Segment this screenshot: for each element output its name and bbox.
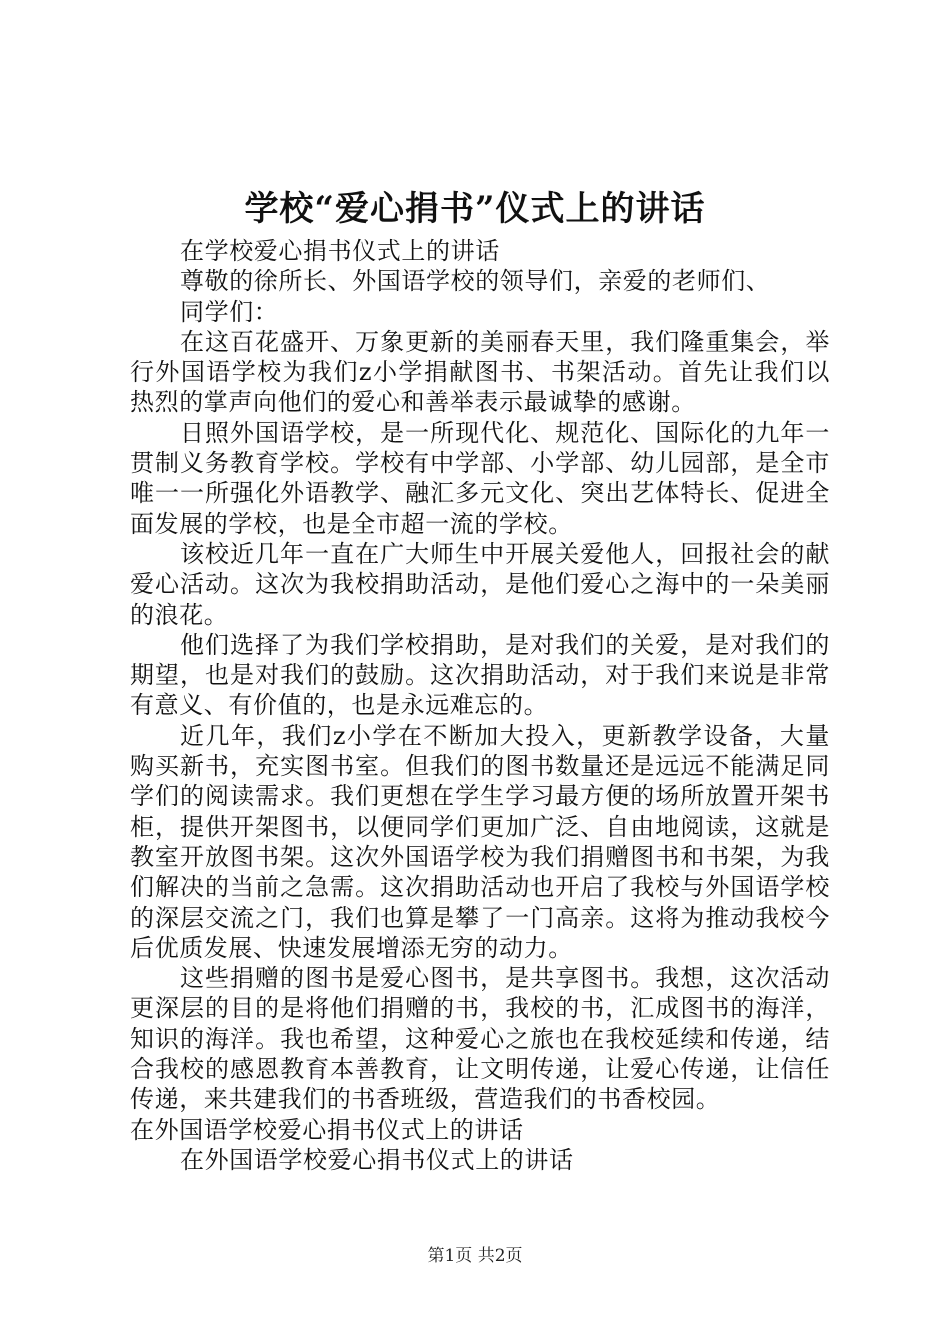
document-body <box>130 236 830 1175</box>
paragraph-body: 在这百花盛开、万象更新的美丽春天里，我们隆重集会，举行外国语学校为我们z小学捐献图书、书架活动。首先让我们以热烈的掌声向他们的爱心和善举表示最诚挚的感谢。 <box>130 327 830 417</box>
paragraph-body: 近几年，我们z小学在不断加大投入，更新教学设备，大量购买新书，充实图书室。但我们的图书数量还是远远不能满足同学们的阅读需求。我们更想在学生学习最方便的场所放置开架书柜，提供开架图书，以便同学们更加广泛、自由地阅读，这就是教室开放图书架。这次外国语学校为我们捐赠图书和书架，为我们解决的当前之急需。这次捐助活动也开启了我校与外国语学校的深层交流之门，我们也算是攀了一门高亲。这将为推动我校今后优质发展、快速发展增添无穷的动力。 <box>130 721 830 962</box>
paragraph-body: 他们选择了为我们学校捐助，是对我们的关爱，是对我们的期望，也是对我们的鼓励。这次捐助活动，对于我们来说是非常有意义、有价值的，也是永远难忘的。 <box>130 630 830 720</box>
document-title: 学校“爱心捐书”仪式上的讲话 <box>244 189 706 229</box>
paragraph-salutation: 尊敬的徐所长、外国语学校的领导们，亲爱的老师们、 <box>180 267 771 296</box>
paragraph-body: 该校近几年一直在广大师生中开展关爱他人，回报社会的献爱心活动。这次为我校捐助活动，是他们爱心之海中的一朵美丽的浪花。 <box>130 539 830 629</box>
paragraph-salutation-cont: 同学们： <box>180 297 279 326</box>
paragraph-subtitle: 在学校爱心捐书仪式上的讲话 <box>180 237 500 265</box>
paragraph-body: 日照外国语学校，是一所现代化、规范化、国际化的九年一贯制义务教育学校。学校有中学部、小学部、幼儿园部，是全市唯一一所强化外语教学、融汇多元文化、突出艺体特长、促进全面发展的学校，也是全市超一流的学校。 <box>130 418 830 538</box>
paragraph-body: 这些捐赠的图书是爱心图书，是共享图书。我想，这次活动更深层的目的是将他们捐赠的书，我校的书，汇成图书的海洋，知识的海洋。我也希望，这种爱心之旅也在我校延续和传递，结合我校的感恩教育本善教育，让文明传递，让爱心传递，让信任传递，来共建我们的书香班级，营造我们的书香校园。 <box>130 964 830 1114</box>
paragraph-heading: 在外国语学校爱心捐书仪式上的讲话 <box>130 1115 524 1144</box>
page-number: 第1页 共2页 <box>427 1246 523 1266</box>
paragraph-heading: 在外国语学校爱心捐书仪式上的讲话 <box>180 1145 574 1174</box>
